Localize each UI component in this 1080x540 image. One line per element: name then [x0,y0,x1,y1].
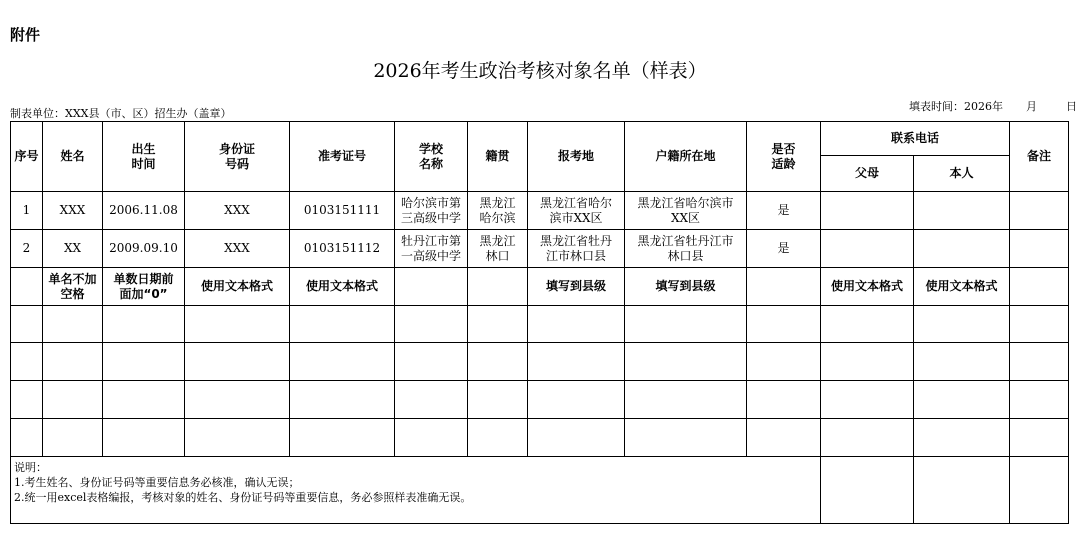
cell-parents [821,230,914,268]
cell-exam-place: 黑龙江省哈尔 滨市XX区 [528,192,625,230]
guide-seq [11,268,43,306]
guide-age-ok [747,268,821,306]
fill-time-month: 月 [1026,100,1037,113]
empty-row [11,343,1069,381]
cell-native: 黑龙江 林口 [468,230,528,268]
cell-birth: 2009.09.10 [103,230,185,268]
guide-household: 填写到县级 [625,268,747,306]
cell-id-no: XXX [185,192,290,230]
table-row [11,230,1069,268]
guide-school [395,268,468,306]
cell-exam-place: 黑龙江省牡丹 江市林口县 [528,230,625,268]
header-native: 籍贯 [468,122,528,192]
header-row [11,122,1069,156]
cell-age-ok: 是 [747,192,821,230]
guide-exam-place: 填写到县级 [528,268,625,306]
header-exam-place: 报考地 [528,122,625,192]
notes-parents [821,457,914,524]
cell-parents [821,192,914,230]
empty-row [11,306,1069,343]
cell-name: XX [43,230,103,268]
notes-self [914,457,1010,524]
header-age-ok: 是否 适龄 [747,122,821,192]
header-self: 本人 [914,156,1010,192]
fill-time [909,98,1077,114]
notes-line-1: 1.考生姓名、身份证号码等重要信息务必核准，确认无误； [14,476,300,489]
guide-remark [1010,268,1069,306]
guide-self: 使用文本格式 [914,268,1010,306]
cell-school: 牡丹江市第 一高级中学 [395,230,468,268]
notes-row [11,457,1069,524]
header-birth: 出生 时间 [103,122,185,192]
header-id-no: 身份证 号码 [185,122,290,192]
cell-seq: 1 [11,192,43,230]
guide-exam-no: 使用文本格式 [290,268,395,306]
cell-birth: 2006.11.08 [103,192,185,230]
cell-self [914,230,1010,268]
attachment-label: 附件 [10,26,41,44]
cell-household: 黑龙江省哈尔滨市 XX区 [625,192,747,230]
notes-remark [1010,457,1069,524]
cell-native: 黑龙江 哈尔滨 [468,192,528,230]
cell-self [914,192,1010,230]
notes-line-2: 2.统一用excel表格编报，考核对象的姓名、身份证号码等重要信息，务必参照样表准确无误。 [14,491,472,504]
notes-heading: 说明： [14,461,47,474]
header-exam-no: 准考证号 [290,122,395,192]
header-name: 姓名 [43,122,103,192]
cell-household: 黑龙江省牡丹江市 林口县 [625,230,747,268]
header-household: 户籍所在地 [625,122,747,192]
empty-row [11,381,1069,419]
cell-exam-no: 0103151111 [290,192,395,230]
cell-exam-no: 0103151112 [290,230,395,268]
cell-remark [1010,230,1069,268]
header-remark: 备注 [1010,122,1069,192]
fill-time-label: 填表时间：2026年 [909,100,1003,113]
guide-native [468,268,528,306]
cell-name: XXX [43,192,103,230]
guidance-row [11,268,1069,306]
cell-school: 哈尔滨市第 三高级中学 [395,192,468,230]
cell-seq: 2 [11,230,43,268]
guide-birth: 单数日期前 面加“0” [103,268,185,306]
guide-id-no: 使用文本格式 [185,268,290,306]
empty-row [11,419,1069,457]
header-contact: 联系电话 [821,122,1010,156]
roster-table [10,121,1069,524]
cell-id-no: XXX [185,230,290,268]
cell-age-ok: 是 [747,230,821,268]
notes-cell [11,457,821,524]
guide-parents: 使用文本格式 [821,268,914,306]
cell-remark [1010,192,1069,230]
unit-label: 制表单位：XXX县（市、区）招生办（盖章） [10,107,232,120]
page-title: 2026年考生政治考核对象名单（样表） [373,60,707,82]
header-school: 学校 名称 [395,122,468,192]
header-seq: 序号 [11,122,43,192]
fill-time-day: 日 [1066,100,1077,113]
header-parents: 父母 [821,156,914,192]
table-row [11,192,1069,230]
guide-name: 单名不加 空格 [43,268,103,306]
